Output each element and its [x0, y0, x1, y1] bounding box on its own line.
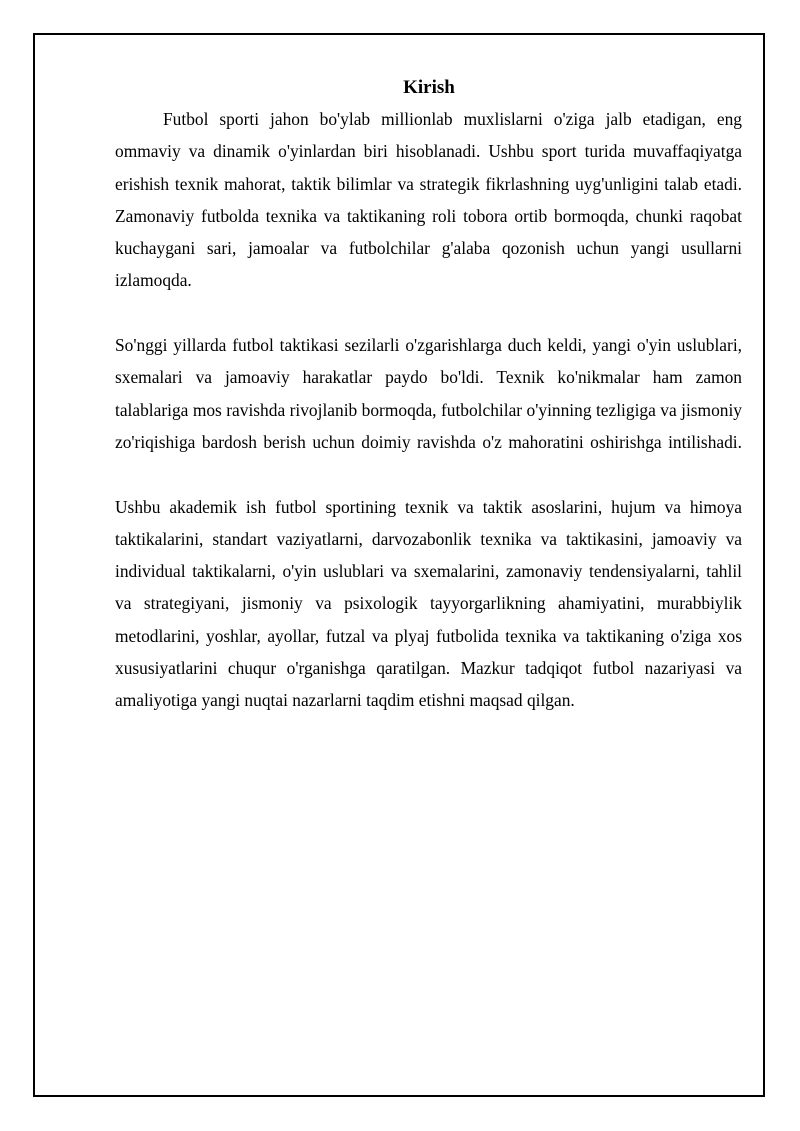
paragraph-spacer	[115, 297, 742, 329]
paragraph-scope: Ushbu akademik ish futbol sportining texnik va taktik asoslarini, hujum va himoya taktikalarini, standart vaziyatlarni, darvozabonlik texnika va taktikasini, jamoaviy va individual taktikalarni, o'yin uslublari va sxemalarini, zamonaviy tendensiyalarni, tahlil va strategiyani, jismoniy va psixologik tayyorgarlikning ahamiyatini, murabbiylik metodlarini, yoshlar, ayollar, futzal va plyaj futbolida texnika va taktikaning o'ziga xos xususiyatlarini chuqur o'rganishga qaratilgan. Mazkur tadqiqot futbol nazariyasi va amaliyotiga yangi nuqtai nazarlarni taqdim etishni maqsad qilgan.	[115, 496, 742, 711]
document-body	[115, 74, 742, 717]
paragraph-intro: Futbol sporti jahon bo'ylab millionlab muxlislarni o'ziga jalb etadigan, eng ommaviy va dinamik o'yinlardan biri hisoblanadi. Ushbu sport turida muvaffaqiyatga erishish texnik mahorat, taktik bilimlar va strategik fikrlashning uyg'unligini talab etadi. Zamonaviy futbolda texnika va taktikaning roli tobora ortib bormoqda, chunki raqobat kuchaygani sari, jamoalar va futbolchilar g'alaba qozonish uchun yangi usullarni izlamoqda.	[115, 109, 742, 291]
paragraph-spacer	[115, 458, 742, 490]
document-title: Kirish	[403, 77, 455, 98]
paragraph-tactics: So'nggi yillarda futbol taktikasi sezilarli o'zgarishlarga duch keldi, yangi o'yin uslublari, sxemalari va jamoaviy harakatlar paydo bo'ldi. Texnik ko'nikmalar ham zamon talablariga mos ravishda rivojlanib bormoqda, futbolchilar o'yinning tezligiga va jismoniy zo'riqishiga bardosh berish uchun doimiy ravishda o'z mahoratini oshirishga intilishadi.	[115, 335, 742, 452]
